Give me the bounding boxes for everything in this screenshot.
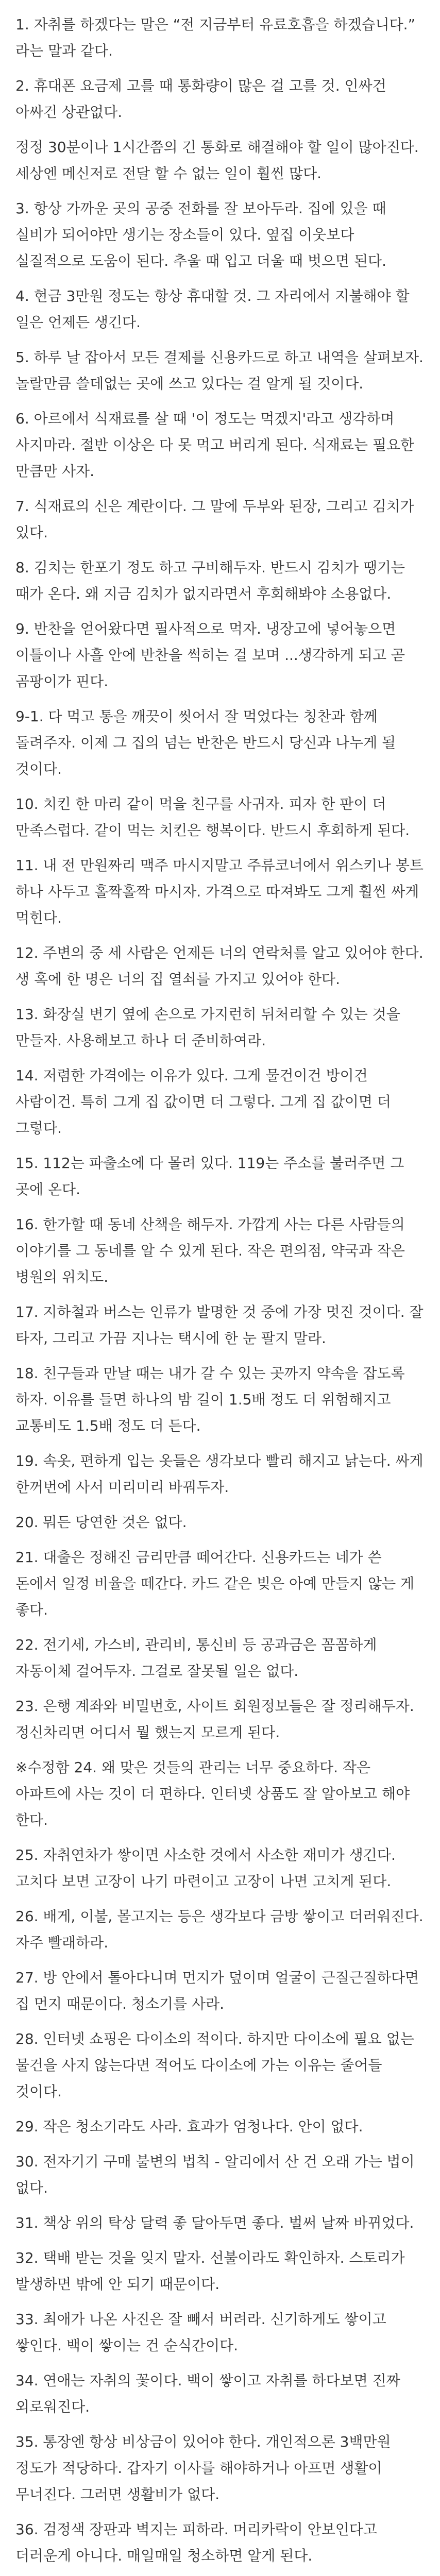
- tip-item: 16. 한가할 때 동네 산책을 해두자. 가깝게 사는 다른 사람들의 이야기를 그 동네를 알 수 있게 된다. 작은 편의점, 약국과 작은 병원의 위치도.: [15, 1216, 405, 1285]
- tip-item: 18. 친구들과 만날 때는 내가 갈 수 있는 곳까지 약속을 잡도록 하자. 이유를 들면 하나의 밤 길이 1.5배 정도 더 위험해지고 교통비도 1.5배 정도 더 든다.: [15, 1365, 405, 1434]
- tip-item: 15. 112는 파출소에 다 몰려 있다. 119는 주소를 불러주면 그 곳에 온다.: [15, 1155, 404, 1198]
- tip-item: 32. 택배 받는 것을 잊지 말자. 선불이라도 확인하자. 스토리가 발생하면 밖에 안 되기 때문이다.: [15, 2249, 405, 2293]
- tip-item: 11. 내 전 만원짜리 맥주 마시지말고 주류코너에서 위스키나 봉트 하나 사두고 홀짝홀짝 마시자. 가격으로 따져봐도 그게 훨씬 싸게 먹힌다.: [15, 857, 424, 926]
- tip-item: 2. 휴대폰 요금제 고를 때 통화량이 많은 걸 고를 것. 인싸건 아싸건 상관없다.: [15, 77, 386, 121]
- tip-item: 5. 하루 날 잡아서 모든 결제를 신용카드로 하고 내역을 살펴보자. 놀랄만큼 쓸데없는 곳에 쓰고 있다는 걸 알게 될 것이다.: [15, 349, 424, 392]
- tip-item: 9-1. 다 먹고 통을 깨끗이 씻어서 잘 먹었다는 칭찬과 함께 돌려주자. 이제 그 집의 넘는 반찬은 반드시 당신과 나누게 될 것이다.: [15, 708, 396, 777]
- tip-item: 1. 자취를 하겠다는 말은 “전 지금부터 유료호흡을 하겠습니다.” 라는 말과 같다.: [15, 16, 416, 59]
- tip-item: 34. 연애는 자취의 꽃이다. 백이 쌓이고 자취를 하다보면 진짜 외로워진다.: [15, 2372, 400, 2415]
- tip-item: 12. 주변의 중 세 사람은 언제든 너의 연락처를 알고 있어야 한다. 생 혹에 한 명은 너의 집 열쇠를 가지고 있어야 한다.: [15, 944, 424, 988]
- tip-item: 7. 식재료의 신은 계란이다. 그 말에 두부와 된장, 그리고 김치가 있다.: [15, 498, 414, 541]
- tip-item: 20. 뭐든 당연한 것은 없다.: [15, 1514, 187, 1531]
- tip-item: 10. 치킨 한 마리 같이 먹을 친구를 사귀자. 피자 한 판이 더 만족스럽다. 같이 먹는 치킨은 행복이다. 반드시 후회하게 된다.: [15, 795, 410, 839]
- tip-item: 14. 저렴한 가격에는 이유가 있다. 그게 물건이건 방이건 사람이건. 특히 그게 집 값이면 더 그렇다. 그게 집 값이면 더 그렇다.: [15, 1067, 391, 1137]
- tip-item: 6. 아르에서 식재료를 살 때 '이 정도는 먹겠지'라고 생각하며 사지마라. 절반 이상은 다 못 먹고 버리게 된다. 식재료는 필요한 만큼만 사자.: [15, 410, 415, 480]
- tip-item: 35. 통장엔 항상 비상금이 있어야 한다. 개인적으론 3백만원 정도가 적당하다. 갑자기 이사를 해야하거나 아프면 생활이 무너진다. 그러면 생활비가 없다.: [15, 2433, 391, 2503]
- tip-item: 8. 김치는 한포기 정도 하고 구비해두자. 반드시 김치가 땡기는 때가 온다. 왜 지금 김치가 없지라면서 후회해봐야 소용없다.: [15, 559, 405, 602]
- tip-item: 정정 30분이나 1시간쯤의 긴 통화로 해결해야 할 일이 많아진다. 세상엔 메신저로 전달 할 수 없는 일이 훨씬 많다.: [15, 139, 419, 182]
- tip-item: ※수정함 24. 왜 맞은 것들의 관리는 너무 중요하다. 작은 아파트에 사는 것이 더 편하다. 인터넷 상품도 잘 알아보고 해야 한다.: [15, 1759, 410, 1828]
- tip-item: 29. 작은 청소기라도 사라. 효과가 엄청나다. 안이 없다.: [15, 2118, 363, 2135]
- tip-item: 13. 화장실 변기 옆에 손으로 가지런히 뒤처리할 수 있는 것을 만들자. 사용해보고 하나 더 준비하여라.: [15, 1006, 400, 1049]
- tip-item: 21. 대출은 정해진 금리만큼 떼어간다. 신용카드는 네가 쓴 돈에서 일정 비율을 떼간다. 카드 같은 빚은 아예 만들지 않는 게 좋다.: [15, 1549, 415, 1618]
- tip-item: 9. 반찬을 얻어왔다면 필사적으로 먹자. 냉장고에 넣어놓으면 이틀이나 사흘 안에 반찬을 썩히는 걸 보며 ...생각하게 되고 곧 곰팡이가 핀다.: [15, 620, 405, 690]
- tip-item: 30. 전자기기 구매 불변의 법칙 - 알리에서 산 건 오래 가는 법이 없다.: [15, 2153, 415, 2196]
- tip-item: 26. 배게, 이불, 몰고지는 등은 생각보다 금방 쌓이고 더러워진다. 자주 빨래하라.: [15, 1908, 424, 1951]
- tip-item: 19. 속옷, 편하게 입는 옷들은 생각보다 빨리 해지고 낡는다. 싸게 한꺼번에 사서 미리미리 바꿔두자.: [15, 1452, 424, 1496]
- tip-item: 25. 자취연차가 쌓이면 사소한 것에서 사소한 재미가 생긴다. 고치다 보면 고장이 나기 마련이고 고장이 나면 고치게 된다.: [15, 1846, 396, 1890]
- tip-item: 28. 인터넷 쇼핑은 다이소의 적이다. 하지만 다이소에 필요 없는 물건을 사지 않는다면 적어도 다이소에 가는 이유는 줄어들 것이다.: [15, 2030, 414, 2100]
- tip-item: 27. 방 안에서 톨아다니며 먼지가 덮이며 얼굴이 근질근질하다면 집 먼지 때문이다. 청소기를 사라.: [15, 1969, 419, 2012]
- tip-item: 31. 책상 위의 탁상 달력 좋 달아두면 좋다. 벌써 날짜 바뀌었다.: [15, 2214, 414, 2231]
- tip-item: 23. 은행 계좌와 비밀번호, 사이트 회원정보들은 잘 정리해두자. 정신차리면 어디서 뭘 했는지 모르게 된다.: [15, 1698, 414, 1741]
- tip-item: 36. 검정색 장판과 벽지는 피하라. 머리카락이 안보인다고 더러운게 아니다. 매일매일 청소하면 알게 된다.: [15, 2521, 377, 2564]
- tip-item: 33. 최애가 나온 사진은 잘 빼서 버려라. 신기하게도 쌓이고 쌓인다. 백이 쌓이는 건 순식간이다.: [15, 2311, 386, 2354]
- tip-item: 17. 지하철과 버스는 인류가 발명한 것 중에 가장 멋진 것이다. 잘 타자, 그리고 가끔 지나는 택시에 한 눈 팔지 말라.: [15, 1303, 424, 1347]
- tip-item: 3. 항상 가까운 곳의 공중 전화를 잘 보아두라. 집에 있을 때 실비가 되어야만 생기는 장소들이 있다. 옆집 이웃보다 실질적으로 도움이 된다. 추울 때 입고 더울 때 벗으면 된다.: [15, 200, 387, 269]
- tip-item: 22. 전기세, 가스비, 관리비, 통신비 등 공과금은 꼼꼼하게 자동이체 걸어두자. 그걸로 잘못될 일은 없다.: [15, 1636, 377, 1680]
- tip-item: 4. 현금 3만원 정도는 항상 휴대할 것. 그 자리에서 지불해야 할 일은 언제든 생긴다.: [15, 287, 410, 331]
